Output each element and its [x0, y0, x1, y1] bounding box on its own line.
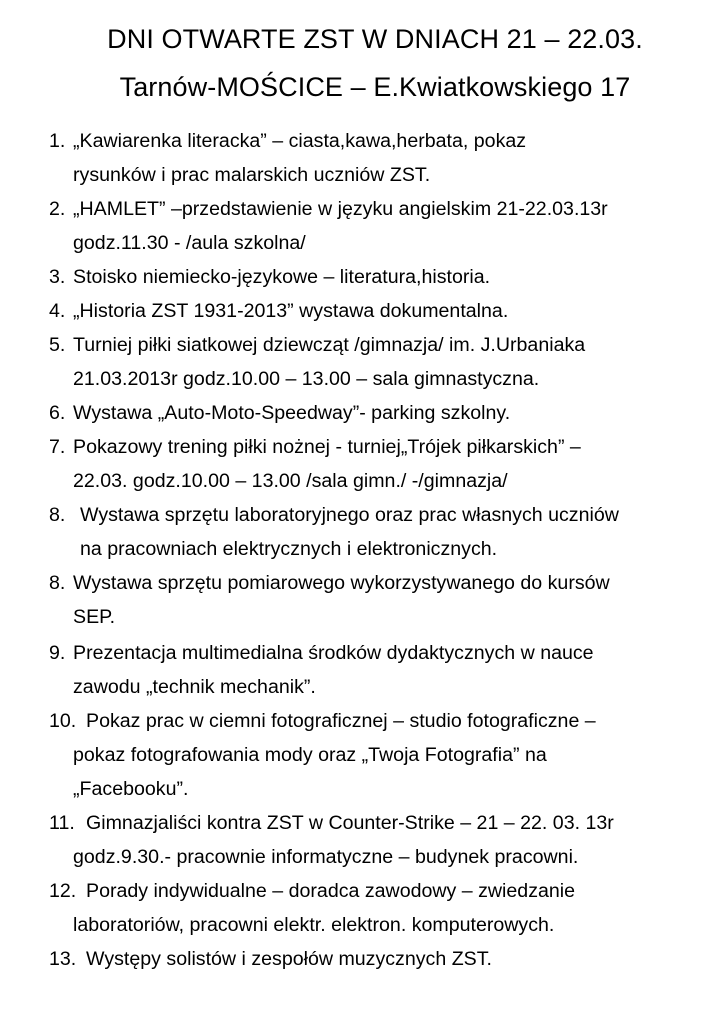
list-item-text: Gimnazjaliści kontra ZST w Counter-Strike – 21 – 22. 03. 13r — [86, 812, 614, 834]
list-item-text: „HAMLET” –przedstawienie w języku angielskim 21-22.03.13r — [73, 198, 608, 220]
list-item-text: Pokaz prac w ciemni fotograficznej – studio fotograficzne – — [86, 710, 596, 732]
list-item-number: 4. — [49, 300, 66, 322]
list-item-text: Stoisko niemiecko-językowe – literatura,historia. — [73, 266, 491, 288]
list-item-number: 3. — [49, 266, 66, 288]
list-item-number: 8. — [49, 504, 66, 526]
list-item-text: godz.11.30 - /aula szkolna/ — [73, 232, 306, 254]
list-item-text: godz.9.30.- pracownie informatyczne – budynek pracowni. — [73, 846, 579, 868]
list-item-text: na pracowniach elektrycznych i elektronicznych. — [80, 538, 498, 560]
list-item-text: Porady indywidualne – doradca zawodowy – zwiedzanie — [86, 880, 576, 902]
list-item-number: 13. — [49, 948, 77, 970]
list-item-text: pokaz fotografowania mody oraz „Twoja Fotografia” na — [73, 744, 547, 766]
list-item-text: Wystawa sprzętu laboratoryjnego oraz prac własnych uczniów — [80, 504, 619, 526]
list-item-text: laboratoriów, pracowni elektr. elektron. komputerowych. — [73, 914, 555, 936]
list-item-number: 7. — [49, 436, 66, 458]
list-item-number: 5. — [49, 334, 66, 356]
title-line-2: Tarnów-MOŚCICE – E.Kwiatkowskiego 17 — [119, 72, 631, 102]
title-line-1: DNI OTWARTE ZST W DNIACH 21 – 22.03. — [107, 24, 643, 54]
list-item-number: 6. — [49, 402, 66, 424]
list-item-number: 10. — [49, 710, 77, 732]
list-item-number: 1. — [49, 130, 66, 152]
list-item-text: rysunków i prac malarskich uczniów ZST. — [73, 164, 431, 186]
list-item-text: Turniej piłki siatkowej dziewcząt /gimnazja/ im. J.Urbaniaka — [73, 334, 586, 356]
list-item-text: „Historia ZST 1931-2013” wystawa dokumentalna. — [73, 300, 509, 322]
list-item-text: Pokazowy trening piłki nożnej - turniej„Trójek piłkarskich” – — [73, 436, 581, 458]
list-item-number: 11. — [49, 812, 75, 834]
list-item-number: 12. — [49, 880, 77, 902]
list-item-number: 8. — [49, 572, 66, 594]
list-item-text: Wystawa „Auto-Moto-Speedway”- parking szkolny. — [73, 402, 511, 424]
list-item-text: Występy solistów i zespołów muzycznych ZST. — [86, 948, 492, 970]
list-item-text: 21.03.2013r godz.10.00 – 13.00 – sala gimnastyczna. — [73, 368, 540, 390]
list-item-text: „Kawiarenka literacka” – ciasta,kawa,herbata, pokaz — [73, 130, 527, 152]
list-item-number: 9. — [49, 642, 66, 664]
list-item-text: SEP. — [73, 606, 116, 628]
list-item-number: 2. — [49, 198, 66, 220]
list-item-text: „Facebooku”. — [73, 778, 189, 800]
list-item-text: Wystawa sprzętu pomiarowego wykorzystywanego do kursów — [73, 572, 610, 594]
list-item-text: 22.03. godz.10.00 – 13.00 /sala gimn./ -/gimnazja/ — [73, 470, 508, 492]
list-item-text: zawodu „technik mechanik”. — [73, 676, 316, 698]
list-item-text: Prezentacja multimedialna środków dydaktycznych w nauce — [73, 642, 594, 664]
